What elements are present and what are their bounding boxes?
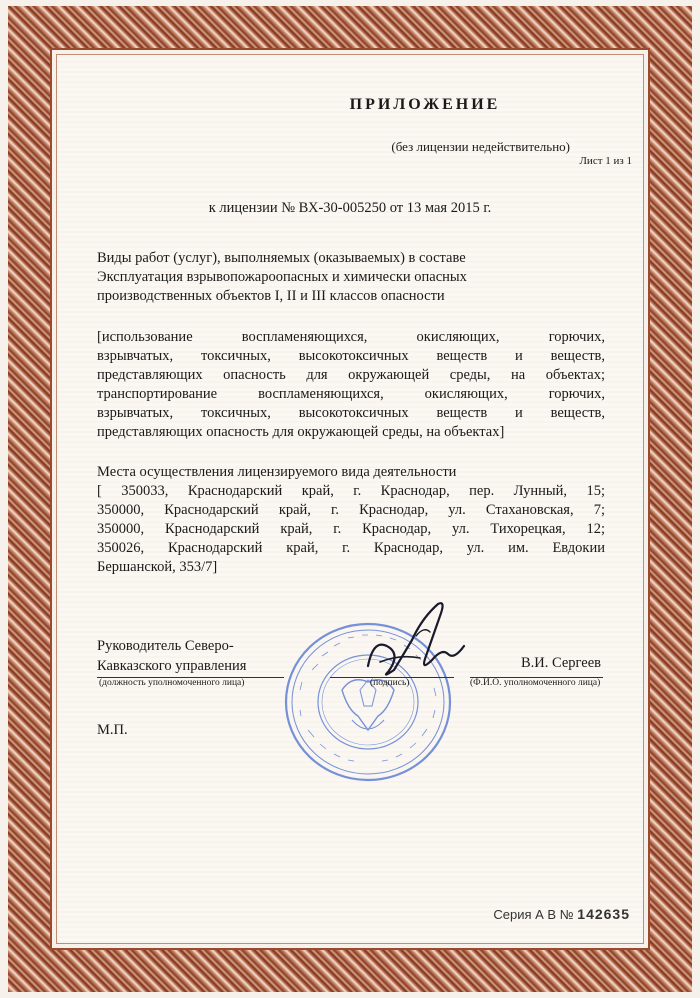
works-line: производственных объектов I, II и III классов опасности	[97, 288, 445, 304]
activities-paragraph	[97, 328, 605, 442]
places-line: 350000, Краснодарский край, г. Краснодар, ул. Тихорецкая, 12;	[97, 521, 605, 537]
places-line: 350026, Краснодарский край, г. Краснодар, ул. им. Евдокии	[97, 540, 605, 556]
activities-line: транспортирование воспламеняющихся, окисляющих, горючих,	[97, 386, 605, 402]
position-caption: (должность уполномоченного лица)	[99, 678, 245, 688]
sheet-number: Лист 1 из 1	[579, 155, 632, 167]
position-line: Руководитель Северо-	[97, 638, 234, 654]
activities-line: взрывчатых, токсичных, высокотоксичных веществ и веществ,	[97, 348, 605, 364]
places-paragraph	[97, 463, 605, 577]
position-line: Кавказского управления	[97, 658, 247, 674]
form-series	[493, 906, 630, 922]
activities-line: взрывчатых, токсичных, высокотоксичных веществ и веществ,	[97, 405, 605, 421]
activities-line: представляющих опасность для окружающей среды, на объектах]	[97, 424, 505, 440]
series-label: Серия А В №	[493, 907, 574, 922]
license-reference: к лицензии № ВХ-30-005250 от 13 мая 2015 г.	[208, 200, 492, 216]
signatory-position	[97, 636, 246, 676]
places-line: [ 350033, Краснодарский край, г. Краснодар, пер. Лунный, 15;	[97, 483, 605, 499]
signature-caption: (подпись)	[370, 678, 410, 688]
places-line: 350000, Краснодарский край, г. Краснодар, ул. Стахановская, 7;	[97, 502, 605, 518]
series-number: 142635	[577, 906, 630, 922]
signatory-name: В.И. Сергеев	[521, 655, 602, 671]
stamp-place-mark: М.П.	[97, 722, 128, 738]
signature-icon	[360, 596, 470, 686]
works-paragraph	[97, 249, 605, 306]
name-caption: (Ф.И.О. уполномоченного лица)	[470, 678, 601, 688]
works-line: Виды работ (услуг), выполняемых (оказываемых) в составе	[97, 250, 466, 266]
places-line: Бершанской, 353/7]	[97, 559, 218, 575]
validity-note: (без лицензии недействительно)	[391, 139, 570, 154]
activities-line: [использование воспламеняющихся, окисляющих, горючих,	[97, 329, 605, 345]
activities-line: представляющих опасность для окружающей среды, на объектах;	[97, 367, 605, 383]
works-line: Эксплуатация взрывопожароопасных и химически опасных	[97, 269, 467, 285]
places-heading: Места осуществления лицензируемого вида деятельности	[97, 464, 457, 480]
document-title: ПРИЛОЖЕНИЕ	[349, 96, 501, 113]
